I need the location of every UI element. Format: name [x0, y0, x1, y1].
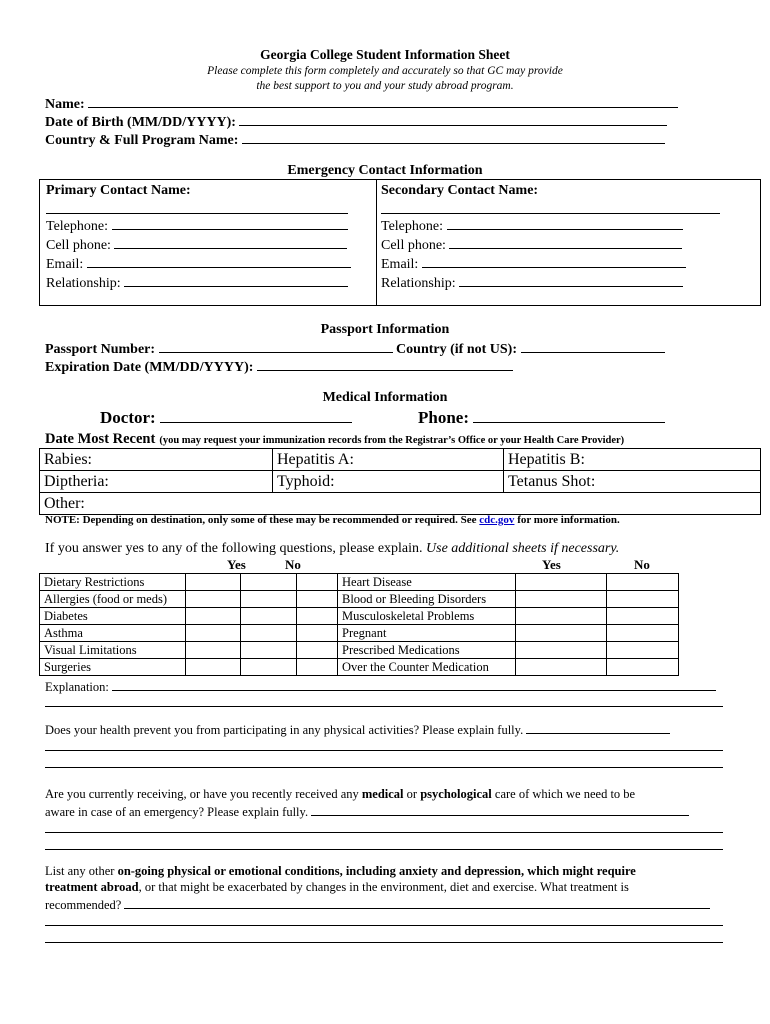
- passport-expiration-row: [45, 358, 513, 376]
- secondary-relationship-line[interactable]: [459, 274, 683, 287]
- cdc-note-suffix: for more information.: [517, 514, 620, 526]
- typhoid-label: Typhoid:: [277, 472, 335, 490]
- care-question-text-1: Are you currently receiving, or have you recently received any: [45, 787, 359, 801]
- other-label: Other:: [44, 494, 85, 512]
- condition-no-left[interactable]: [241, 608, 297, 625]
- conditions-question-bold: on-going physical or emotional conditions, including anxiety and depression, which might require: [117, 864, 636, 878]
- conditions-table: [39, 573, 679, 676]
- condition-label-left: Surgeries: [40, 659, 186, 676]
- name-input-line[interactable]: [88, 95, 678, 108]
- explanation-row: [45, 678, 716, 695]
- primary-cell-label: Cell phone:: [46, 238, 111, 253]
- secondary-email-label: Email:: [381, 257, 419, 272]
- condition-label-right: Prescribed Medications: [338, 642, 516, 659]
- conditions-question-text-2: , or that might be exacerbated by changes in the environment, diet and exercise. What treatment is: [138, 880, 629, 894]
- passport-number-label: Passport Number:: [45, 342, 156, 357]
- passport-expiration-label: Expiration Date (MM/DD/YYYY):: [45, 360, 254, 375]
- cdc-link[interactable]: cdc.gov: [479, 514, 515, 526]
- condition-no-left[interactable]: [241, 591, 297, 608]
- condition-label-right: Over the Counter Medication: [338, 659, 516, 676]
- name-field-row: [45, 95, 678, 113]
- care-answer-line[interactable]: [311, 803, 689, 816]
- conditions-answer-line-3[interactable]: [45, 942, 723, 943]
- condition-row: [40, 591, 679, 608]
- condition-no-right[interactable]: [607, 591, 679, 608]
- condition-label-left: Diabetes: [40, 608, 186, 625]
- condition-row: [40, 659, 679, 676]
- passport-expiration-line[interactable]: [257, 358, 513, 371]
- condition-no-right[interactable]: [607, 642, 679, 659]
- condition-yes-left[interactable]: [186, 625, 241, 642]
- secondary-cell-label: Cell phone:: [381, 238, 446, 253]
- form-subtitle-line-1: Please complete this form completely and accurately so that GC may provide: [207, 65, 563, 77]
- care-question-or: or: [406, 787, 418, 801]
- cdc-note-prefix: NOTE: Depending on destination, only some of these may be recommended or required. See: [45, 514, 477, 526]
- condition-label-right: Heart Disease: [338, 574, 516, 591]
- doctor-line[interactable]: [160, 410, 352, 423]
- condition-yes-left[interactable]: [186, 591, 241, 608]
- dob-field-row: [45, 113, 667, 131]
- condition-yes-right[interactable]: [516, 625, 607, 642]
- form-subtitle-line-2: the best support to you and your study abroad program.: [256, 80, 514, 92]
- condition-spacer: [297, 608, 338, 625]
- hepatitis-b-cell[interactable]: [504, 449, 761, 471]
- condition-spacer: [297, 591, 338, 608]
- left-no-header: No: [285, 557, 301, 572]
- condition-no-left[interactable]: [241, 574, 297, 591]
- hepatitis-a-label: Hepatitis A:: [277, 450, 354, 468]
- secondary-contact-name-line[interactable]: [381, 213, 720, 214]
- condition-yes-right[interactable]: [516, 608, 607, 625]
- conditions-question-bold-2: treatment abroad: [45, 880, 139, 894]
- program-field-row: [45, 131, 665, 149]
- secondary-cell-line[interactable]: [449, 236, 682, 249]
- secondary-telephone-label: Telephone:: [381, 219, 443, 234]
- care-question-line-2: [45, 803, 689, 820]
- passport-number-row: [45, 340, 665, 358]
- secondary-telephone-line[interactable]: [447, 217, 683, 230]
- explanation-line[interactable]: [112, 678, 716, 691]
- care-question-psychological: psychological: [420, 787, 492, 801]
- condition-yes-left[interactable]: [186, 574, 241, 591]
- date-most-recent-label: Date Most Recent: [45, 431, 156, 447]
- condition-spacer: [297, 642, 338, 659]
- condition-no-right[interactable]: [607, 659, 679, 676]
- form-title: Georgia College Student Information Sheet: [260, 47, 510, 62]
- questions-intro: [45, 541, 619, 557]
- immunization-table: [39, 448, 761, 515]
- care-question-medical: medical: [361, 787, 404, 801]
- passport-country-label: Country (if not US):: [396, 342, 517, 357]
- diptheria-cell[interactable]: [40, 471, 273, 493]
- care-question-text-3: aware in case of an emergency? Please explain fully.: [45, 805, 309, 819]
- condition-no-left[interactable]: [241, 659, 297, 676]
- condition-no-left[interactable]: [241, 642, 297, 659]
- condition-no-right[interactable]: [607, 574, 679, 591]
- passport-number-line[interactable]: [159, 340, 393, 353]
- care-question-text-2: care of which we need to be: [494, 787, 636, 801]
- explanation-line-2[interactable]: [45, 706, 723, 707]
- primary-contact-name-line[interactable]: [46, 213, 348, 214]
- program-label: Country & Full Program Name:: [45, 133, 239, 148]
- condition-row: [40, 642, 679, 659]
- conditions-answer-line[interactable]: [124, 896, 710, 909]
- doctor-phone-line[interactable]: [473, 410, 665, 423]
- conditions-question-line-1: [45, 864, 636, 879]
- condition-label-right: Pregnant: [338, 625, 516, 642]
- care-answer-line-2[interactable]: [45, 832, 723, 833]
- medical-heading: Medical Information: [322, 390, 448, 405]
- tetanus-cell[interactable]: [504, 471, 761, 493]
- explanation-label: Explanation:: [45, 680, 109, 694]
- primary-cell-line[interactable]: [114, 236, 347, 249]
- date-most-recent-row: [45, 430, 624, 448]
- primary-contact-label: Primary Contact Name:: [46, 183, 191, 198]
- condition-yes-left[interactable]: [186, 642, 241, 659]
- rabies-label: Rabies:: [44, 450, 92, 468]
- condition-row: [40, 625, 679, 642]
- tetanus-label: Tetanus Shot:: [508, 472, 596, 490]
- emergency-contact-box: [39, 179, 761, 306]
- secondary-contact-fields: [381, 217, 686, 293]
- doctor-row: [100, 408, 352, 428]
- hepatitis-b-label: Hepatitis B:: [508, 450, 585, 468]
- doctor-label: Doctor:: [100, 408, 156, 427]
- typhoid-cell[interactable]: [273, 471, 504, 493]
- condition-row: [40, 574, 679, 591]
- secondary-contact-label: Secondary Contact Name:: [381, 183, 539, 198]
- condition-yes-right[interactable]: [516, 659, 607, 676]
- primary-relationship-label: Relationship:: [46, 276, 121, 291]
- dob-input-line[interactable]: [239, 113, 667, 126]
- condition-label-left: Allergies (food or meds): [40, 591, 186, 608]
- secondary-email-line[interactable]: [422, 255, 686, 268]
- primary-email-line[interactable]: [87, 255, 351, 268]
- doctor-phone-row: [418, 408, 665, 428]
- conditions-question-text-3: recommended?: [45, 898, 122, 912]
- questions-intro-text: If you answer yes to any of the following questions, please explain.: [45, 541, 423, 556]
- primary-telephone-line[interactable]: [112, 217, 348, 230]
- condition-yes-right[interactable]: [516, 642, 607, 659]
- date-most-recent-note: (you may request your immunization records from the Registrar’s Office or your Health Care Provider): [159, 435, 625, 446]
- primary-telephone-label: Telephone:: [46, 219, 108, 234]
- condition-spacer: [297, 574, 338, 591]
- condition-no-right[interactable]: [607, 608, 679, 625]
- conditions-answer-line-2[interactable]: [45, 925, 723, 926]
- condition-row: [40, 608, 679, 625]
- physical-answer-line-2[interactable]: [45, 750, 723, 751]
- condition-label-right: Musculoskeletal Problems: [338, 608, 516, 625]
- physical-answer-line-3[interactable]: [45, 767, 723, 768]
- emergency-divider: [376, 180, 377, 305]
- questions-intro-italic: Use additional sheets if necessary.: [426, 541, 620, 556]
- condition-yes-right[interactable]: [516, 591, 607, 608]
- emergency-heading: Emergency Contact Information: [287, 163, 483, 178]
- right-yes-header: Yes: [542, 557, 561, 572]
- condition-label-right: Blood or Bleeding Disorders: [338, 591, 516, 608]
- physical-question-row: [45, 721, 670, 738]
- secondary-relationship-label: Relationship:: [381, 276, 456, 291]
- cdc-note: [45, 514, 620, 526]
- rabies-cell[interactable]: [40, 449, 273, 471]
- primary-email-label: Email:: [46, 257, 84, 272]
- diptheria-label: Diptheria:: [44, 472, 109, 490]
- condition-yes-right[interactable]: [516, 574, 607, 591]
- passport-heading: Passport Information: [320, 322, 450, 337]
- condition-spacer: [297, 625, 338, 642]
- primary-contact-fields: [46, 217, 351, 293]
- other-cell[interactable]: [40, 493, 761, 515]
- dob-label: Date of Birth (MM/DD/YYYY):: [45, 115, 236, 130]
- conditions-question-line-2: [45, 880, 629, 895]
- condition-yes-left[interactable]: [186, 659, 241, 676]
- right-no-header: No: [634, 557, 650, 572]
- passport-country-line[interactable]: [521, 340, 665, 353]
- condition-label-left: Asthma: [40, 625, 186, 642]
- care-answer-line-3[interactable]: [45, 849, 723, 850]
- conditions-question-text-1: List any other: [45, 864, 115, 878]
- condition-spacer: [297, 659, 338, 676]
- program-input-line[interactable]: [242, 131, 665, 144]
- condition-label-left: Dietary Restrictions: [40, 574, 186, 591]
- primary-relationship-line[interactable]: [124, 274, 348, 287]
- doctor-phone-label: Phone:: [418, 408, 469, 427]
- condition-no-left[interactable]: [241, 625, 297, 642]
- care-question-line-1: [45, 787, 635, 802]
- left-yes-header: Yes: [227, 557, 246, 572]
- condition-label-left: Visual Limitations: [40, 642, 186, 659]
- name-label: Name:: [45, 97, 85, 112]
- conditions-question-line-3: [45, 896, 710, 913]
- condition-yes-left[interactable]: [186, 608, 241, 625]
- physical-question: Does your health prevent you from participating in any physical activities? Please explain fully.: [45, 723, 524, 737]
- condition-no-right[interactable]: [607, 625, 679, 642]
- physical-answer-line[interactable]: [526, 721, 670, 734]
- hepatitis-a-cell[interactable]: [273, 449, 504, 471]
